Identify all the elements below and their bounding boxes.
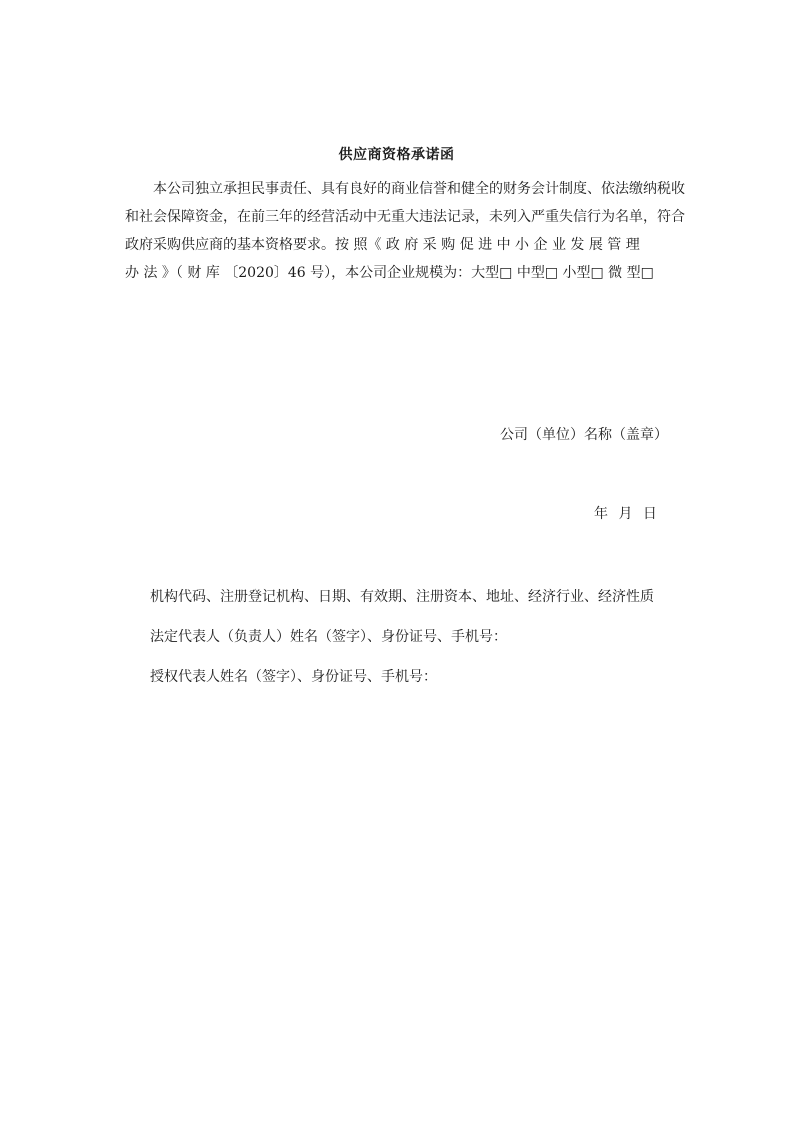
company-name-seal-label: 公司（单位）名称（盖章） xyxy=(500,427,668,443)
document-title: 供应商资格承诺函 xyxy=(338,147,455,163)
paragraph-line-1: 本公司独立承担民事责任、具有良好的商业信誉和健全的财务会计制度、依法缴纳税收 xyxy=(153,181,685,197)
date-label: 年 月 日 xyxy=(594,506,657,522)
authorized-rep-line: 授权代表人姓名（签字）、身份证号、手机号： xyxy=(150,669,437,685)
commitment-paragraph xyxy=(125,175,685,287)
org-info-line: 机构代码、注册登记机构、日期、有效期、注册资本、地址、经济行业、经济性质 xyxy=(150,589,654,605)
paragraph-line-4: 办 法 》（ 财 库 〔2020〕46 号），本公司企业规模为：大型□ 中型□ 小型□ 微 型□ xyxy=(125,265,654,281)
paragraph-line-2: 和社会保障资金，在前三年的经营活动中无重大违法记录，未列入严重失信行为名单，符合 xyxy=(125,209,685,225)
paragraph-line-3: 政府采购供应商的基本资格要求。按 照《 政 府 采 购 促 进 中 小 企 业 发 展 管 理 xyxy=(125,237,640,253)
legal-rep-line: 法定代表人（负责人）姓名（签字）、身份证号、手机号： xyxy=(150,629,507,645)
